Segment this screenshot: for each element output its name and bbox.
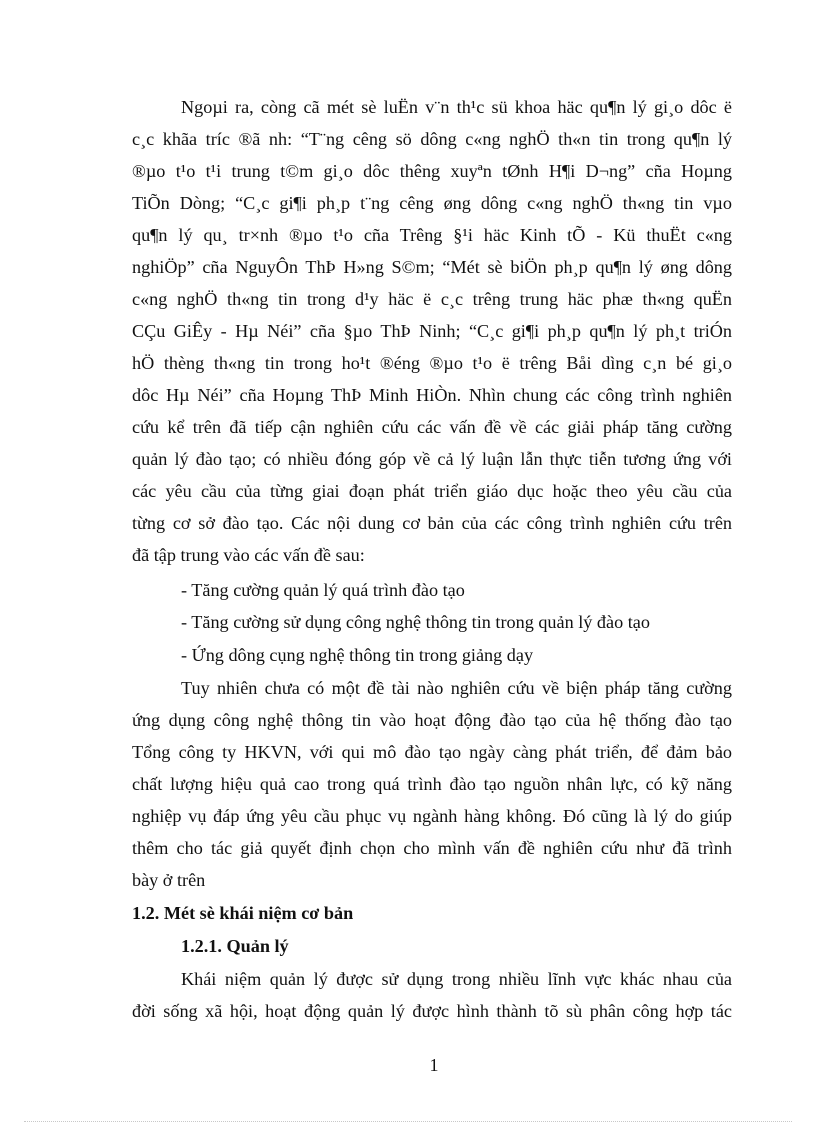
- paragraph-line: từng cơ sở đào tạo. Các nội dung cơ bản của các công trình nghiên cứu trên: [132, 513, 732, 533]
- paragraph-line: bày ở trên: [132, 870, 206, 890]
- page-number: 1: [429, 1055, 439, 1075]
- subsection-heading: 1.2.1. Quản lý: [181, 936, 289, 956]
- paragraph-line: nghiệp vụ đáp ứng yêu cầu phục vụ ngành hàng không. Đó cũng là lý do giúp: [132, 806, 732, 826]
- paragraph-line: đời sống xã hội, hoạt động quản lý được hình thành tõ sù phân công hợp tác: [132, 1001, 732, 1021]
- paragraph-line: đã tập trung vào các vấn đề sau:: [132, 545, 365, 565]
- bullet-item: - Ứng dông cụng nghệ thông tin trong giảng dạy: [181, 645, 534, 665]
- paragraph-line: Tổng công ty HKVN, với qui mô đào tạo ngày càng phát triển, để đảm bảo: [132, 742, 732, 762]
- paragraph-line: CÇu GiÊy - Hµ Néi” cña §µo ThÞ Ninh; “C¸c gi¶i ph¸p qu¶n lý ph¸t triÓn: [132, 321, 732, 341]
- paragraph-line: Tuy nhiên chưa có một đề tài nào nghiên cứu về biện pháp tăng cường: [181, 678, 732, 698]
- page-bottom-rule: [24, 1121, 792, 1122]
- paragraph-line: ®µo t¹o t¹i trung t©m gi¸o dôc thêng xuyªn tØnh H¶i D¬ng” cña Hoµng: [132, 161, 732, 181]
- paragraph-line: Ngoµi ra, còng cã mét sè luËn v¨n th¹c sü khoa häc qu¶n lý gi¸o dôc ë: [181, 97, 732, 117]
- paragraph-line: chất lượng hiệu quả cao trong quá trình đào tạo nguồn nhân lực, có kỹ năng: [132, 774, 732, 794]
- section-heading: 1.2. Mét sè khái niệm cơ bản: [132, 903, 354, 923]
- paragraph-line: ứng dụng công nghệ thông tin vào hoạt động đào tạo của hệ thống đào tạo: [132, 710, 732, 730]
- paragraph-line: cứu kể trên đã tiếp cận nghiên cứu các vấn đề về các giải pháp tăng cường: [132, 417, 732, 437]
- paragraph-line: c¸c khãa tríc ®ã nh: “T¨ng cêng sö dông c«ng nghÖ th«n tin trong qu¶n lý: [132, 129, 732, 149]
- paragraph-line: thêm cho tác giả quyết định chọn cho mình vấn đề nghiên cứu như đã trình: [132, 838, 732, 858]
- paragraph-line: TiÕn Dòng; “C¸c gi¶i ph¸p t¨ng cêng øng dông c«ng nghÖ th«ng tin vµo: [132, 193, 732, 213]
- paragraph-line: qu¶n lý qu¸ tr×nh ®µo t¹o cña Trêng §¹i häc Kinh tÕ - Kü thuËt c«ng: [132, 225, 732, 245]
- paragraph-line: các yêu cầu của từng giai đoạn phát triển giáo dục hoặc theo yêu cầu của: [132, 481, 732, 501]
- paragraph-line: dôc Hµ Néi” cña Hoµng ThÞ Minh HiÒn. Nhìn chung các công trình nghiên: [132, 385, 732, 405]
- paragraph-line: Khái niệm quản lý được sử dụng trong nhiều lĩnh vực khác nhau của: [181, 969, 732, 989]
- bullet-item: - Tăng cường sử dụng công nghệ thông tin trong quản lý đào tạo: [181, 612, 650, 632]
- paragraph-line: hÖ thèng th«ng tin trong ho¹t ®éng ®µo t¹o ë trêng Båi dìng c¸n bé gi¸o: [132, 353, 732, 373]
- paragraph-line: nghiÖp” cña NguyÔn ThÞ H»ng S©m; “Mét sè biÖn ph¸p qu¶n lý øng dông: [132, 257, 732, 277]
- paragraph-line: c«ng nghÖ th«ng tin trong d¹y häc ë c¸c trêng trung häc phæ th«ng quËn: [132, 289, 732, 309]
- bullet-item: - Tăng cường quản lý quá trình đào tạo: [181, 580, 465, 600]
- paragraph-line: quản lý đào tạo; có nhiều đóng góp về cả lý luận lẫn thực tiễn tương ứng với: [132, 449, 732, 469]
